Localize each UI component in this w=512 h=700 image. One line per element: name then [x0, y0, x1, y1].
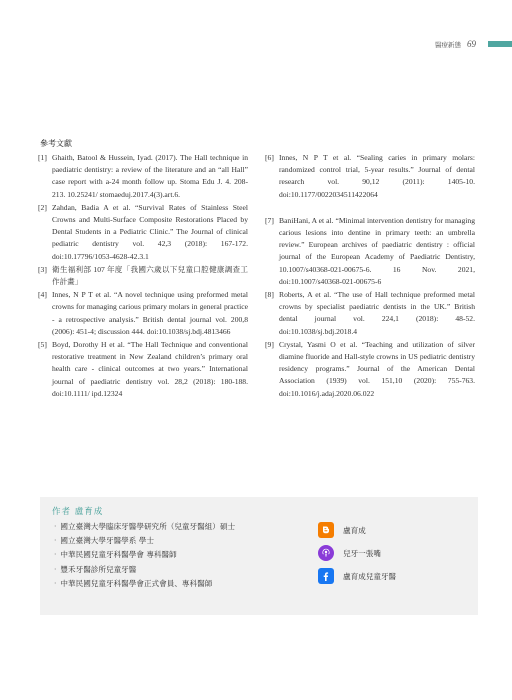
reference-item [38, 339, 248, 400]
references-left-column [38, 152, 248, 401]
social-facebook[interactable] [318, 568, 396, 584]
reference-text: Crystal, Yasmi O et al. “Teaching and utilization of silver diamine fluoride and Hall-style crowns in US pediatric dentistry residency programs.” Journal of the American Dental Association (1939) vol. 151,10 (2020): 755-763. doi:10.1016/j.adaj.2020.06.022 [279, 339, 475, 398]
reference-number: [9] [265, 339, 274, 349]
author-box [40, 497, 478, 615]
reference-number: [4] [38, 290, 47, 300]
credential-item: · 國立臺灣大學臨床牙醫學研究所（兒童牙醫組）碩士 [54, 520, 235, 534]
page-header [435, 38, 512, 50]
reference-text: Zahdan, Badia A et al. “Survival Rates of Stainless Steel Crowns and Multi-Surface Composite Restorations Placed by Dental Students in a Pediatric Clinic.” The Journal of clinical pediatric dentistry vol. 42,3 (2018): 167-172. doi:10.17796/1053-4628-42.3.1 [52, 202, 248, 261]
credential-item: · 中華民國兒童牙科醫學會 專科醫師 [54, 548, 235, 562]
reference-text: BaniHani, A et al. “Minimal intervention dentistry for managing carious lesions into dentine in primary teeth: an umbrella review.” European archives of paediatric dentistry : official journal of the European Academy of Paediatric Dentistry, 10.1007/s40368-021-00675-6. 16 Nov. 2021, doi:10.1007/s40368-021-00675-6 [279, 215, 475, 286]
reference-number: [3] [38, 264, 47, 274]
blogger-icon [318, 522, 334, 538]
reference-text: Ghaith, Batool & Hussein, Iyad. (2017). The Hall technique in paediatric dentistry: a review of the literature and an “all Hall” case report with a-24 month follow up. Stoma Edu J. 4. 208-213. 10.25241/ stomaeduj.2017.4(3).art.6. [52, 153, 248, 199]
reference-number: [7] [265, 215, 274, 225]
page-number: 69 [467, 39, 476, 49]
reference-item [265, 289, 475, 338]
reference-text: Innes, N P T et al. “Sealing caries in primary molars: randomized control trial, 5-year results.” Journal of dental research vol. 90,12 (2011): 1405-10. doi:10.1177/0022034511422064 [279, 153, 475, 199]
reference-text: 衛生福利部 107 年度「我國六歲以下兒童口腔健康調查工作計畫」 [52, 264, 248, 287]
facebook-icon [318, 568, 334, 584]
social-label: 盧育成兒童牙醫 [343, 571, 397, 581]
references-right-column [265, 152, 475, 401]
section-title: 醫療新態 [435, 40, 461, 49]
credential-item: · 中華民國兒童牙科醫學會正式會員、專科醫師 [54, 577, 235, 591]
social-label: 兒牙一張嘴 [343, 548, 381, 558]
social-blogger[interactable] [318, 522, 396, 538]
reference-number: [2] [38, 202, 47, 212]
reference-item [265, 152, 475, 201]
reference-item [265, 339, 475, 400]
reference-item [265, 215, 475, 288]
reference-item [38, 264, 248, 288]
credential-item: · 國立臺灣大學牙醫學系 學士 [54, 534, 235, 548]
references-title: 參考文獻 [40, 139, 72, 148]
reference-number: [5] [38, 340, 47, 350]
podcast-icon [318, 545, 334, 561]
credential-item: · 豐禾牙醫診所兒童牙醫 [54, 563, 235, 577]
author-credentials [54, 520, 235, 591]
header-accent-bar [488, 41, 512, 47]
reference-text: Innes, N P T et al. “A novel technique using preformed metal crowns for managing carious primary molars in general practice - a retrospective analysis.” British dental journal vol. 200,8 (2006): 451-4; discussion 444. doi:10.1038/sj.bdj.4813466 [52, 290, 248, 336]
author-socials [318, 522, 396, 591]
reference-number: [1] [38, 153, 47, 162]
author-title: 作者 盧育成 [52, 507, 104, 517]
reference-item [38, 289, 248, 338]
reference-number: [8] [265, 290, 274, 300]
reference-text: Boyd, Dorothy H et al. “The Hall Technique and conventional restorative treatment in New Zealand children’s primary oral health care - clinical outcomes at two years.” International journal of paediatric dentistry vol. 28,2 (2018): 180-188. doi:10.1111/ ipd.12324 [52, 340, 248, 398]
social-podcast[interactable] [318, 545, 396, 561]
reference-number: [6] [265, 153, 274, 162]
reference-item [38, 152, 248, 201]
reference-item [38, 202, 248, 263]
reference-text: Roberts, A et al. “The use of Hall technique preformed metal crowns by specialist paediatric dentists in the UK.” British dental journal vol. 224,1 (2018): 48-52. doi:10.1038/sj.bdj.2018.4 [279, 290, 475, 336]
social-label: 盧育成 [343, 525, 366, 535]
